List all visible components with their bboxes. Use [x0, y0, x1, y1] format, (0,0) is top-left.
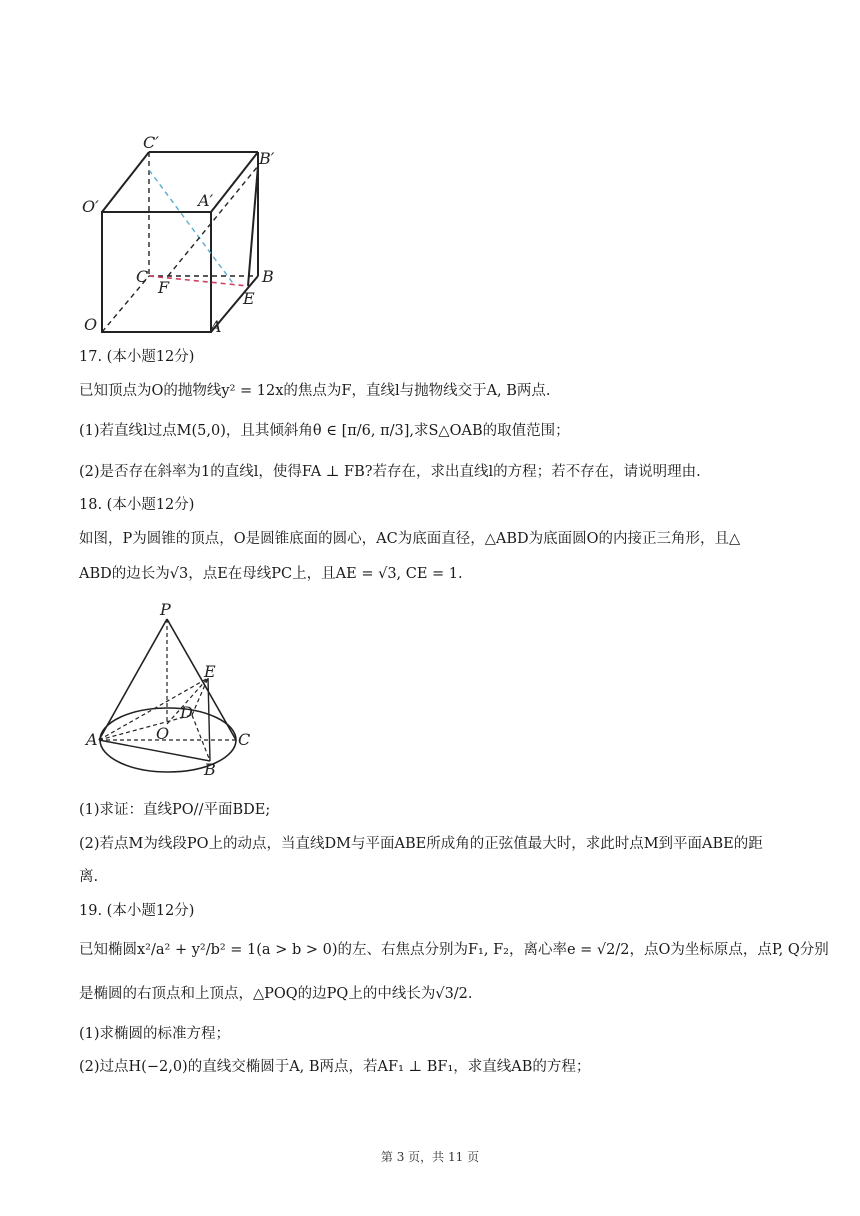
cube-label-c-prime: C′	[143, 133, 159, 152]
problem-17-question-1: (1)若直线l过点M(5,0)，且其倾斜角θ ∈ [π/6, π/3],求S△OAB的取值范围；	[79, 423, 570, 439]
cone-label-a: A	[86, 730, 98, 749]
problem-17-header: 17. (本小题12分)	[79, 349, 195, 365]
cone-label-c: C	[238, 730, 251, 749]
problem-18-stem-line-2: ABD的边长为√3，点E在母线PC上，且AE = √3, CE = 1.	[79, 566, 463, 582]
cone-label-o: O	[156, 724, 170, 743]
problem-19-question-2: (2)过点H(−2,0)的直线交椭圆于A, B两点，若AF₁ ⊥ BF₁，求直线AB的方程；	[79, 1059, 591, 1075]
cube-figure	[78, 133, 288, 336]
cube-label-b: B	[262, 267, 274, 286]
cone-label-b: B	[204, 760, 216, 779]
cube-label-e: E	[243, 289, 255, 308]
cube-label-a: A	[210, 317, 222, 336]
problem-18-header: 18. (本小题12分)	[79, 497, 195, 513]
problem-19-stem-line-1: 已知椭圆x²/a² + y²/b² = 1(a > b > 0)的左、右焦点分别为F₁, F₂，离心率e = √2/2，点O为坐标原点，点P, Q分别	[79, 942, 829, 958]
problem-17-stem: 已知顶点为O的抛物线y² = 12x的焦点为F，直线l与抛物线交于A, B两点.	[79, 383, 551, 399]
cube-label-o: O	[84, 315, 98, 334]
cube-label-f: F	[158, 278, 170, 297]
problem-18-question-2-line-1: (2)若点M为线段PO上的动点，当直线DM与平面ABE所成角的正弦值最大时，求此时点M到平面ABE的距	[79, 836, 763, 852]
cube-label-o-prime: O′	[82, 197, 99, 216]
cone-label-p: P	[160, 600, 171, 619]
cone-label-e: E	[204, 662, 216, 681]
problem-19-header: 19. (本小题12分)	[79, 903, 195, 919]
cone-figure	[86, 600, 266, 779]
problem-18-stem-line-1: 如图，P为圆锥的顶点，O是圆锥底面的圆心，AC为底面直径，△ABD为底面圆O的内接正三角形，且△	[79, 531, 741, 547]
problem-18-question-1: (1)求证：直线PO//平面BDE;	[79, 802, 271, 818]
cone-label-d: D	[180, 703, 193, 722]
problem-19-stem-line-2: 是椭圆的右顶点和上顶点，△POQ的边PQ上的中线长为√3/2.	[79, 986, 473, 1002]
problem-17-question-2: (2)是否存在斜率为1的直线l，使得FA ⊥ FB?若存在，求出直线l的方程；若不存在，请说明理由.	[79, 464, 701, 480]
cube-label-b-prime: B′	[259, 149, 275, 168]
problem-18-question-2-line-2: 离.	[79, 869, 99, 885]
cube-label-c: C	[136, 267, 149, 286]
page-footer: 第 3 页，共 11 页	[380, 1150, 480, 1164]
cube-label-a-prime: A′	[198, 191, 214, 210]
problem-19-question-1: (1)求椭圆的标准方程；	[79, 1026, 231, 1042]
